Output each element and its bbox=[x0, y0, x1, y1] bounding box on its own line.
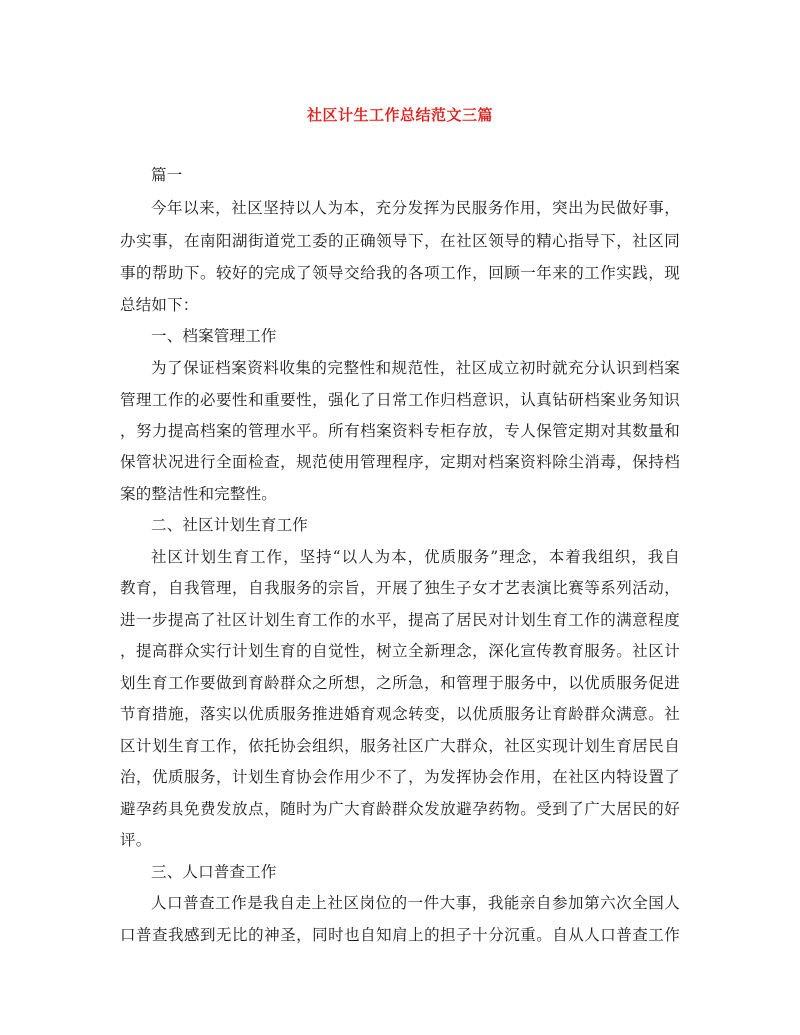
paragraph-line: 案的整洁性和完整性。 bbox=[120, 485, 278, 503]
section-heading-archives: 一、档案管理工作 bbox=[151, 327, 277, 345]
paragraph-line: 办实事，在南阳湖街道党工委的正确领导下，在社区领导的精心指导下，社区同 bbox=[120, 232, 680, 250]
paragraph-line: 事的帮助下。较好的完成了领导交给我的各项工作，回顾一年来的工作实践，现 bbox=[120, 264, 680, 282]
paragraph-line: 治，优质服务，计划生育协会作用少不了，为发挥协会作用，在社区内特设置了 bbox=[120, 768, 680, 786]
document-title: 社区计生工作总结范文三篇 bbox=[306, 106, 493, 124]
paragraph-line: 区计划生育工作，依托协会组织，服务社区广大群众，社区实现计划生育居民自 bbox=[120, 737, 680, 755]
paragraph-line: 划生育工作要做到育龄群众之所想，之所急，和管理于服务中，以优质服务促进 bbox=[120, 674, 680, 692]
paragraph-line: 口普查我感到无比的神圣，同时也自知肩上的担子十分沉重。自从人口普查工作 bbox=[120, 926, 680, 944]
section-heading-census: 三、人口普查工作 bbox=[151, 863, 277, 881]
paragraph-line: 避孕药具免费发放点，随时为广大育龄群众发放避孕药物。受到了广大居民的好 bbox=[120, 800, 680, 818]
paragraph-line: ，努力提高档案的管理水平。所有档案资料专柜存放，专人保管定期对其数量和 bbox=[120, 422, 680, 440]
paragraph-line: 管理工作的必要性和重要性，强化了日常工作归档意识，认真钻研档案业务知识 bbox=[120, 391, 680, 409]
paragraph-line: 人口普查工作是我自走上社区岗位的一件大事，我能亲自参加第六次全国人 bbox=[151, 894, 680, 912]
paragraph-line: 进一步提高了社区计划生育工作的水平，提高了居民对计划生育工作的满意程度 bbox=[120, 611, 680, 629]
paragraph-line: 评。 bbox=[120, 831, 152, 849]
paragraph-line: 社区计划生育工作，坚持“以人为本，优质服务”理念，本着我组织，我自 bbox=[151, 548, 680, 566]
paragraph-line: 为了保证档案资料收集的完整性和规范性，社区成立初时就充分认识到档案 bbox=[151, 359, 680, 377]
paragraph-line: ，提高群众实行计划生育的自觉性，树立全新理念，深化宣传教育服务。社区计 bbox=[120, 642, 680, 660]
paragraph-line: 节育措施，落实以优质服务推进婚育观念转变，以优质服务让育龄群众满意。社 bbox=[120, 705, 680, 723]
paragraph-line: 教育，自我管理，自我服务的宗旨，开展了独生子女才艺表演比赛等系列活动， bbox=[120, 579, 680, 597]
paragraph-line: 总结如下： bbox=[120, 296, 199, 314]
section-heading-family-planning: 二、社区计划生育工作 bbox=[151, 516, 309, 534]
paragraph-line: 保管状况进行全面检查，规范使用管理程序，定期对档案资料除尘消毒，保持档 bbox=[120, 453, 680, 471]
paragraph-line: 今年以来，社区坚持以人为本，充分发挥为民服务作用，突出为民做好事， bbox=[151, 199, 680, 217]
section-label-part-one: 篇一 bbox=[151, 166, 183, 184]
